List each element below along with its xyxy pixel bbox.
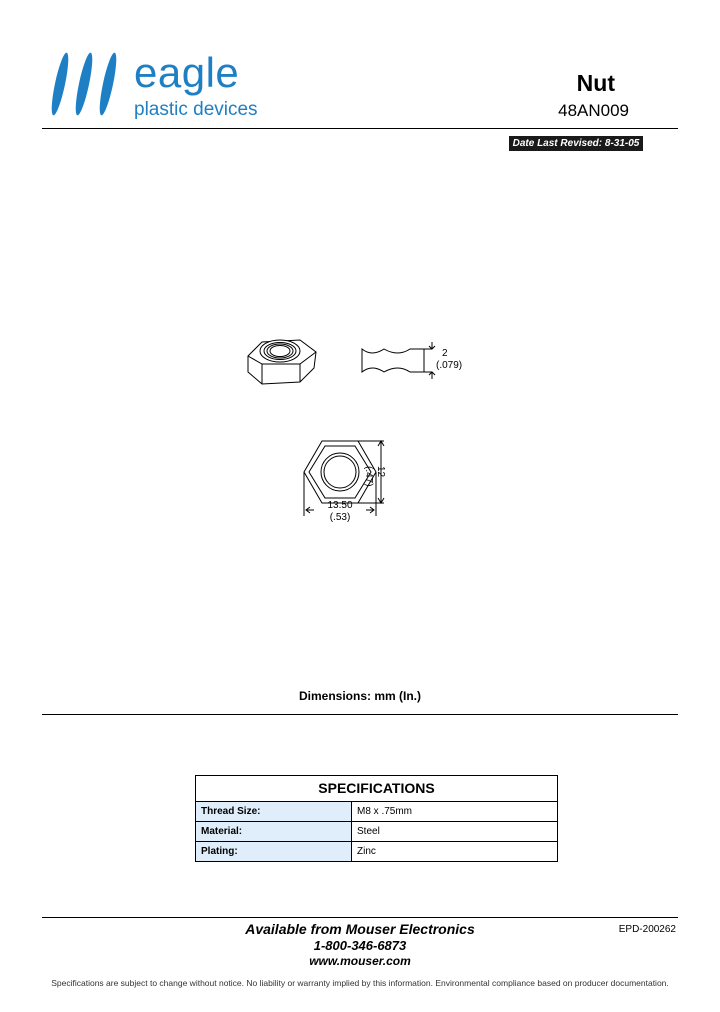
- dimensions-label: Dimensions: mm (In.): [298, 689, 421, 703]
- brand-name: eagle: [134, 49, 240, 96]
- availability-text: Available from Mouser Electronics: [245, 921, 475, 937]
- table-row: [196, 842, 557, 861]
- specifications-heading: SPECIFICATIONS: [196, 776, 557, 802]
- nut-drawings: [0, 320, 720, 540]
- section-divider: [42, 714, 678, 715]
- spec-value: M8 x .75mm: [357, 806, 413, 817]
- thickness-in-label: (.079): [436, 360, 463, 371]
- logo-bars-icon: [48, 44, 128, 124]
- disclaimer-text: Specifications are subject to change without notice. No liability or warranty implied by this information. Environmental compliance based on producer documentation.: [51, 978, 669, 988]
- footer-divider: [42, 917, 678, 918]
- spec-value: Zinc: [357, 846, 376, 857]
- website-link[interactable]: www.mouser.com: [309, 954, 411, 968]
- nut-side-drawing: [362, 342, 435, 379]
- part-number: 48AN009: [558, 101, 629, 120]
- table-row: [196, 802, 557, 822]
- spec-key: Material:: [196, 822, 352, 841]
- width-in-label: (.53): [329, 512, 351, 523]
- spec-key: Thread Size:: [196, 802, 352, 821]
- header-divider: [42, 128, 678, 129]
- table-row: [196, 822, 557, 842]
- nut-isometric-drawing: [248, 340, 316, 384]
- spec-key: Plating:: [196, 842, 352, 861]
- height-mm-label: 12: [375, 466, 386, 478]
- specifications-table: [195, 775, 558, 862]
- document-id: EPD-200262: [618, 924, 676, 935]
- brand-tagline: plastic devices: [134, 99, 258, 120]
- height-in-label: (.47): [363, 466, 374, 487]
- width-mm-label: 13.50: [327, 500, 353, 511]
- date-revised-badge: Date Last Revised: 8-31-05: [509, 136, 643, 151]
- phone-number: 1-800-346-6873: [313, 938, 407, 953]
- eagle-logo: [48, 44, 288, 124]
- thickness-mm-label: 2: [442, 348, 448, 359]
- spec-value: Steel: [357, 826, 380, 837]
- page-title: Nut: [576, 70, 615, 96]
